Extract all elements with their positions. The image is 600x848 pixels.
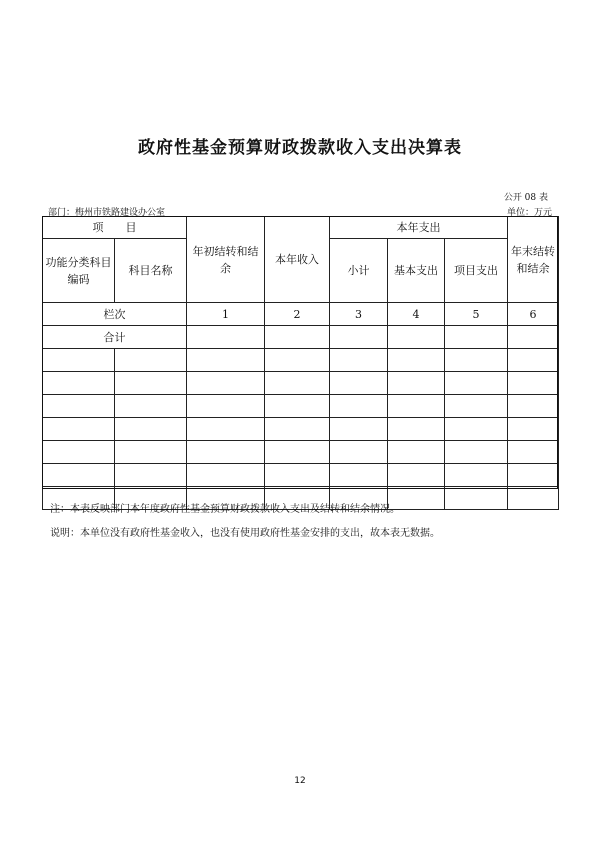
total-row	[43, 326, 559, 349]
table-cell	[445, 464, 508, 487]
table-cell	[265, 464, 330, 487]
table-cell	[445, 418, 508, 441]
table-row	[43, 395, 559, 418]
table-cell	[330, 418, 388, 441]
table-cell	[265, 418, 330, 441]
table-row	[43, 464, 559, 487]
table-cell	[388, 441, 445, 464]
table-row	[43, 349, 559, 372]
table-cell	[330, 372, 388, 395]
column-index-label: 栏次	[43, 303, 187, 326]
table-cell	[445, 372, 508, 395]
table-cell	[43, 372, 115, 395]
table-cell	[187, 464, 265, 487]
col-num: 3	[330, 303, 388, 326]
table-cell	[330, 395, 388, 418]
table-cell	[43, 418, 115, 441]
table-row	[43, 372, 559, 395]
table-cell	[187, 441, 265, 464]
table-cell	[388, 395, 445, 418]
table-cell	[445, 326, 508, 349]
table-cell	[43, 441, 115, 464]
page-number: 12	[294, 776, 306, 786]
footnote: 注：本表反映部门本年度政府性基金预算财政拨款收入支出及结转和结余情况。	[50, 504, 400, 515]
col-num: 6	[508, 303, 559, 326]
table-cell	[115, 418, 187, 441]
header-project-exp: 项目支出	[445, 239, 508, 303]
table-cell	[330, 441, 388, 464]
budget-table	[42, 216, 559, 510]
header-func-code: 功能分类科目编码	[43, 239, 115, 303]
table-cell	[115, 349, 187, 372]
table-cell	[445, 395, 508, 418]
table-cell	[388, 326, 445, 349]
table-cell	[508, 372, 559, 395]
table-cell	[115, 372, 187, 395]
header-subtotal: 小计	[330, 239, 388, 303]
table-cell	[265, 349, 330, 372]
table-cell	[187, 372, 265, 395]
table-cell	[115, 441, 187, 464]
table-cell	[388, 418, 445, 441]
table-cell	[388, 372, 445, 395]
table-cell	[508, 395, 559, 418]
header-expense-group: 本年支出	[330, 217, 508, 239]
table-row	[43, 418, 559, 441]
table-cell	[265, 326, 330, 349]
total-label: 合计	[43, 326, 187, 349]
table-cell	[187, 349, 265, 372]
header-begin-balance: 年初结转和结余	[187, 217, 265, 303]
table-cell	[508, 441, 559, 464]
unit-label: 单位：万元	[506, 208, 552, 218]
table-cell	[187, 395, 265, 418]
form-number: 公开 08 表	[503, 193, 548, 203]
table-cell	[388, 349, 445, 372]
header-basic: 基本支出	[388, 239, 445, 303]
table-cell	[265, 372, 330, 395]
table-cell	[330, 326, 388, 349]
header-subject-name: 科目名称	[115, 239, 187, 303]
table-cell	[187, 326, 265, 349]
table-cell	[508, 326, 559, 349]
header-project: 项 目	[43, 217, 187, 239]
table-cell	[330, 464, 388, 487]
table-cell	[265, 395, 330, 418]
column-index-row	[43, 303, 559, 326]
table-cell	[43, 395, 115, 418]
explanation-note: 说明：本单位没有政府性基金收入，也没有使用政府性基金安排的支出，故本表无数据。	[50, 528, 440, 539]
table-cell	[43, 464, 115, 487]
col-num: 2	[265, 303, 330, 326]
table-cell	[445, 349, 508, 372]
col-num: 1	[187, 303, 265, 326]
table-row	[43, 441, 559, 464]
col-num: 5	[445, 303, 508, 326]
department-label: 部门：梅州市铁路建设办公室	[48, 208, 166, 218]
table-cell	[445, 487, 508, 510]
table-cell	[508, 349, 559, 372]
table-cell	[115, 395, 187, 418]
table-cell	[445, 441, 508, 464]
table-cell	[508, 464, 559, 487]
table-cell	[508, 487, 559, 510]
table-cell	[330, 349, 388, 372]
table-cell	[187, 418, 265, 441]
table-cell	[265, 441, 330, 464]
page-title: 政府性基金预算财政拨款收入支出决算表	[138, 138, 462, 158]
table-cell	[115, 464, 187, 487]
table-cell	[508, 418, 559, 441]
header-income: 本年收入	[265, 217, 330, 303]
col-num: 4	[388, 303, 445, 326]
header-end-balance: 年末结转和结余	[508, 217, 559, 303]
table-cell	[388, 464, 445, 487]
table-cell	[43, 349, 115, 372]
